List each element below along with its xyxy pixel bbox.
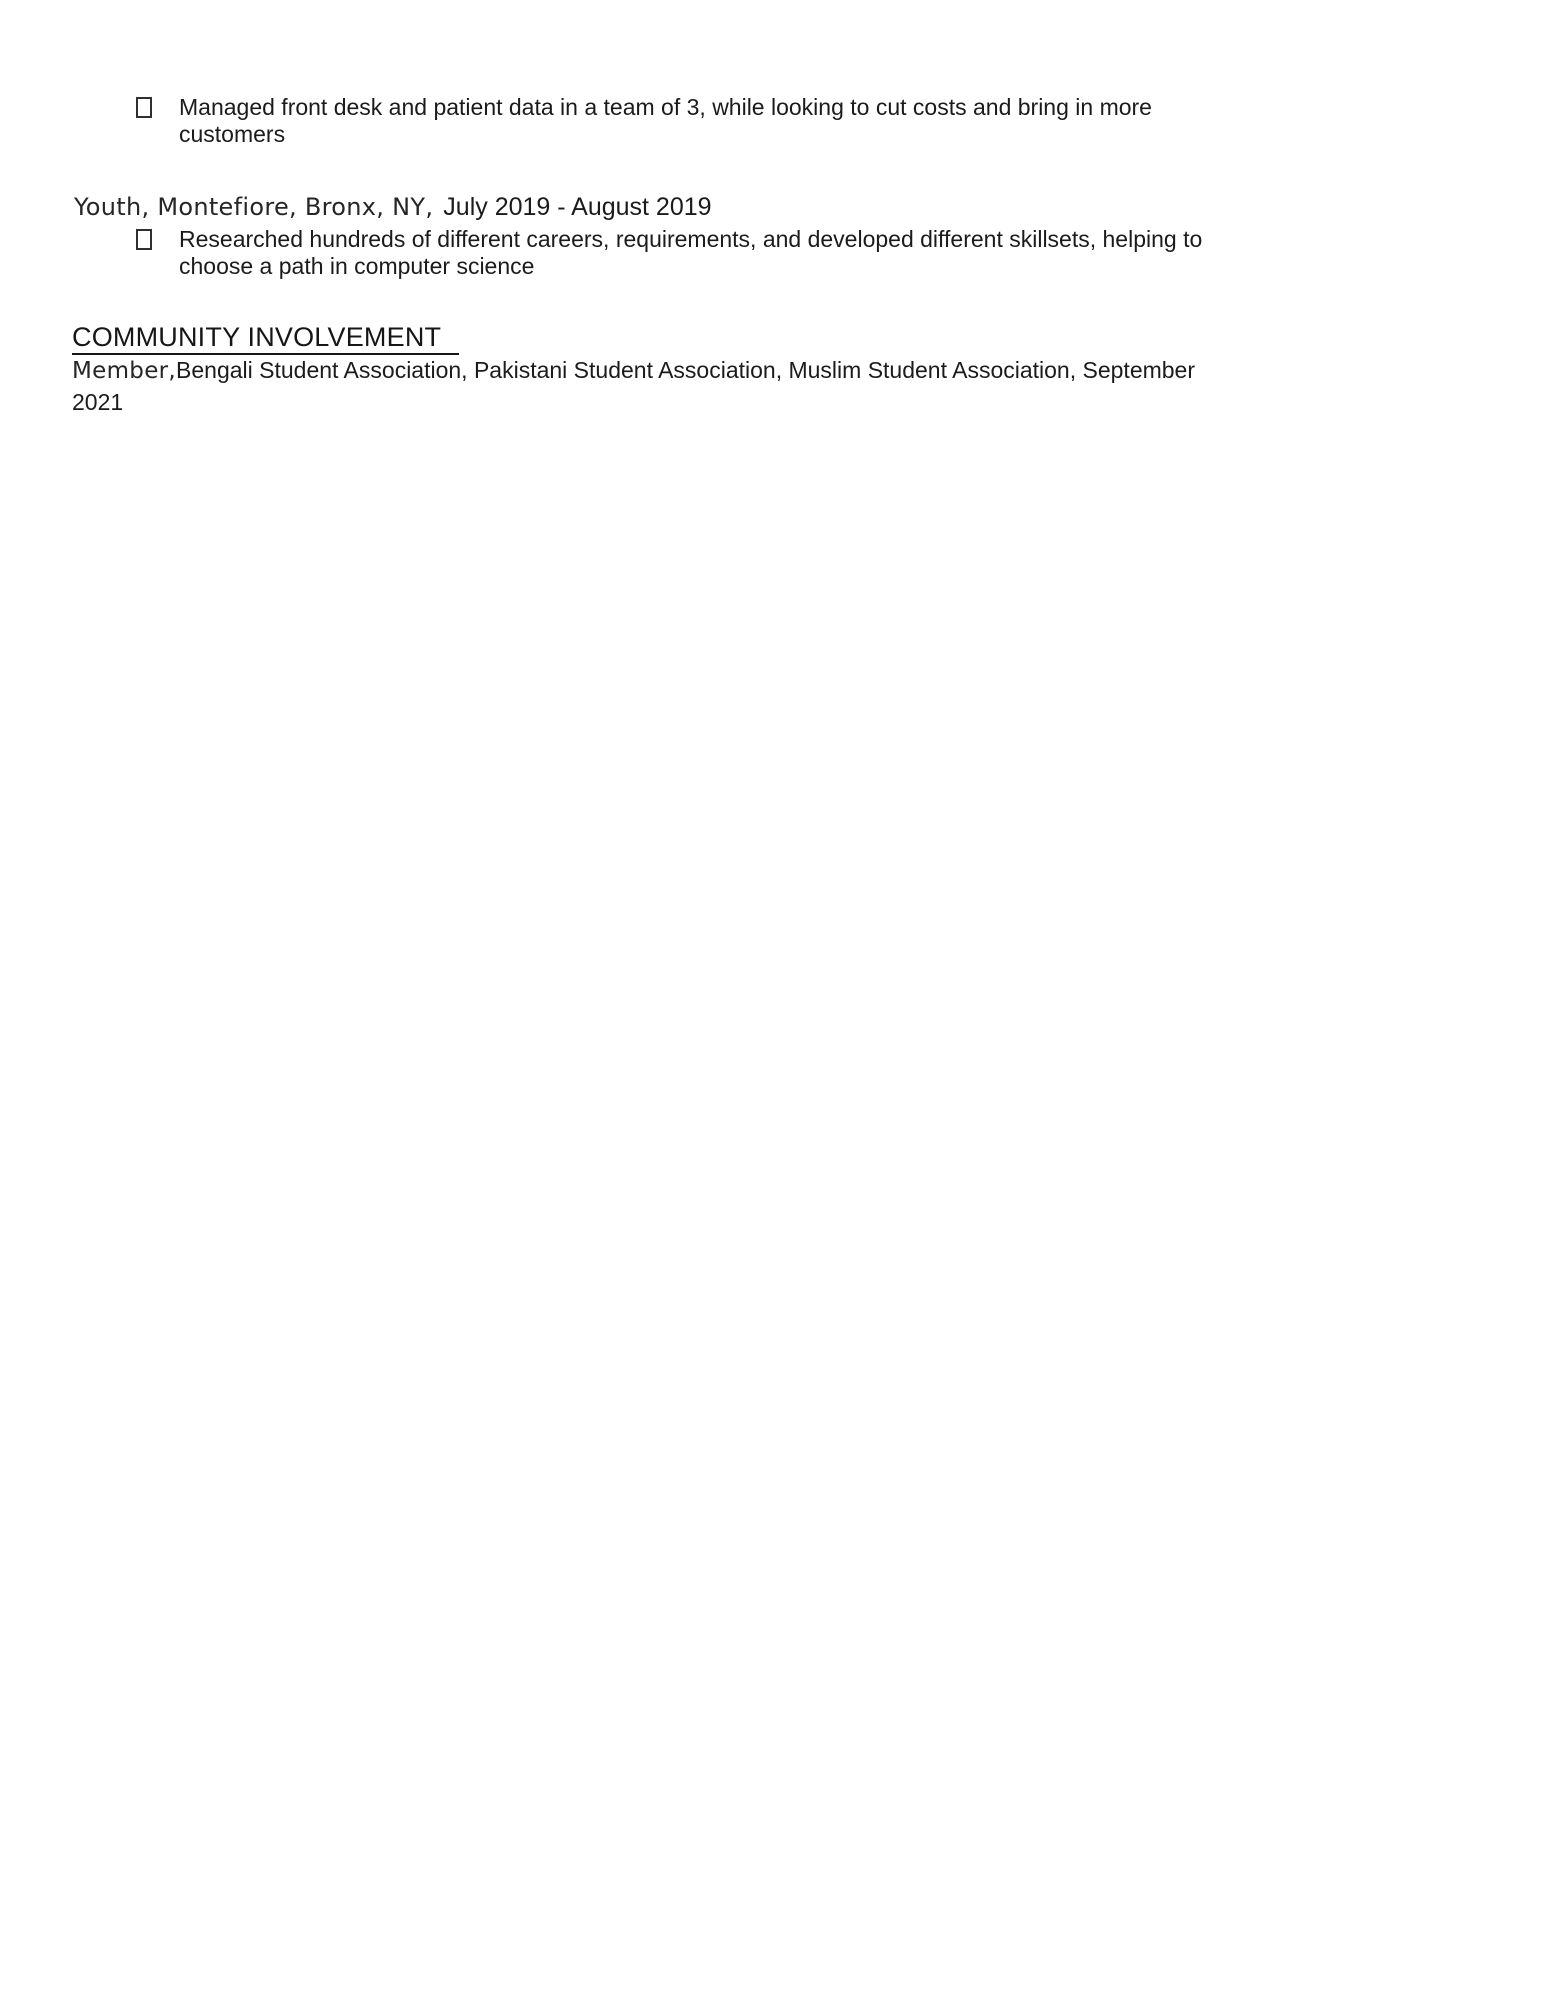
missing-glyph-bullet-icon (136, 229, 152, 250)
job-header (74, 192, 712, 226)
bullet-item (136, 226, 1202, 280)
bullet-text (179, 226, 1202, 280)
section-heading-community-involvement: COMMUNITY INVOLVEMENT (72, 323, 459, 355)
member-year: 2021 (72, 389, 124, 415)
member-organizations: Bengali Student Association, Pakistani Student Association, Muslim Student Association, September (176, 357, 1196, 383)
missing-glyph-bullet-icon (136, 97, 152, 118)
bullet-text-line: Researched hundreds of different careers, requirements, and developed different skillsets, helping to (179, 226, 1203, 252)
job-dates: July 2019 - August 2019 (443, 193, 712, 221)
bullet-text-line: customers (179, 121, 286, 147)
bullet-text (179, 94, 1152, 148)
bullet-item (136, 94, 1152, 148)
member-role-label: Member, (72, 358, 177, 384)
community-membership-line1 (72, 356, 1195, 388)
bullet-text-line: choose a path in computer science (179, 253, 535, 279)
bullet-text-line: Managed front desk and patient data in a team of 3, while looking to cut costs and bring in more (179, 94, 1152, 120)
community-membership-text (72, 356, 1195, 416)
job-title-location: Youth, Montefiore, Bronx, NY, (74, 193, 434, 221)
